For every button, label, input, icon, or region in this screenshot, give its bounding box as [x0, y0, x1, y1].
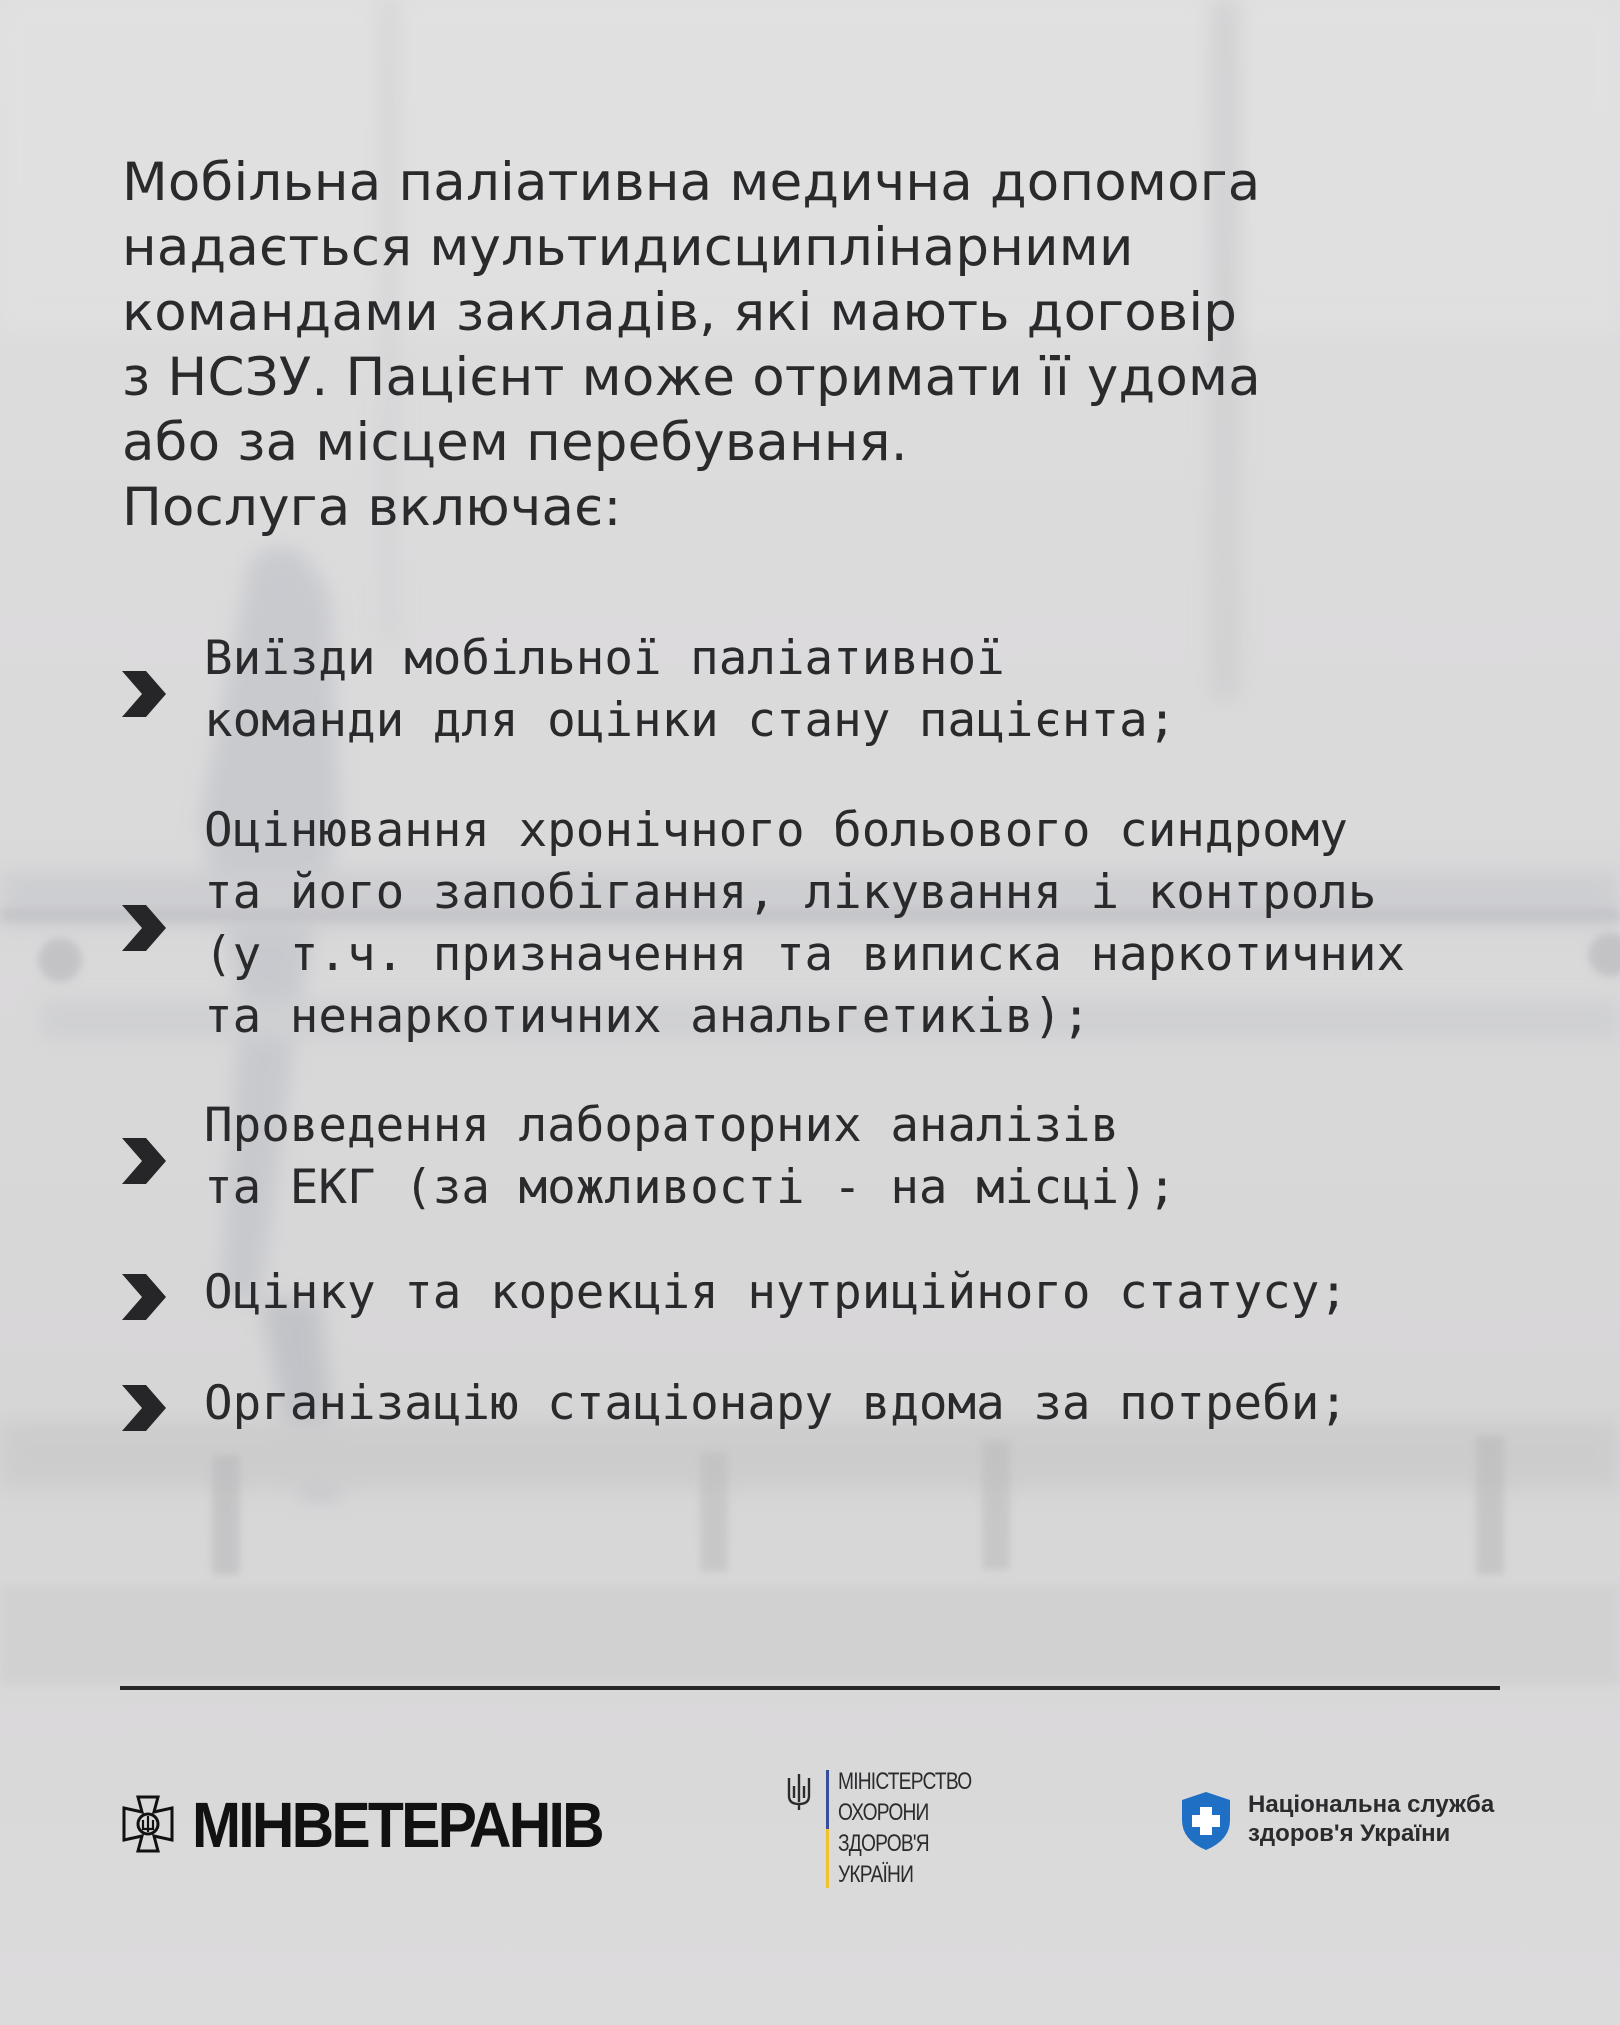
- nszu-wordmark-line: Національна служба: [1248, 1791, 1495, 1818]
- service-item-text: [204, 1095, 1524, 1219]
- service-item-line: Оцінювання хронічного больового синдрому: [204, 803, 1348, 858]
- footer-divider: [120, 1686, 1500, 1690]
- service-item-line: та ЕКГ (за можливості - на місці);: [204, 1160, 1177, 1215]
- service-item-text: [204, 628, 1524, 752]
- minveteraniv-wordmark: МІНВЕТЕРАНІВ: [192, 1789, 602, 1861]
- intro-line: або за місцем перебування.: [122, 412, 908, 473]
- chevron-right-icon: [120, 1383, 168, 1433]
- intro-line: надається мультидисциплінарними: [122, 217, 1134, 278]
- chevron-right-icon: [120, 669, 168, 719]
- moz-wordmark-line: ОХОРОНИ: [838, 1799, 929, 1826]
- moz-color-bar: [826, 1770, 829, 1888]
- service-item-text: [204, 1373, 1524, 1435]
- intro-line: з НСЗУ. Пацієнт може отримати її удома: [122, 347, 1261, 408]
- moz-wordmark: [838, 1766, 971, 1890]
- moz-wordmark-line: УКРАЇНИ: [838, 1861, 914, 1888]
- service-item-line: команди для оцінки стану пацієнта;: [204, 693, 1177, 748]
- service-item-line: Проведення лабораторних аналізів: [204, 1098, 1120, 1153]
- intro-line: командами закладів, які мають договір: [122, 282, 1238, 343]
- service-item-line: та ненаркотичних анальгетиків);: [204, 989, 1091, 1044]
- chevron-right-icon: [120, 1136, 168, 1186]
- service-item-line: Виїзди мобільної паліативної: [204, 631, 1005, 686]
- moz-wordmark-line: МІНІСТЕРСТВО: [838, 1768, 972, 1795]
- chevron-right-icon: [120, 903, 168, 953]
- chevron-right-icon: [120, 1272, 168, 1322]
- service-item-line: Оцінку та корекція нутриційного статусу;: [204, 1265, 1348, 1320]
- veterans-emblem-icon: [120, 1794, 176, 1854]
- moz-logo: [786, 1766, 986, 1886]
- service-item-line: Організацію стаціонару вдома за потреби;: [204, 1376, 1348, 1431]
- service-item-line: та його запобігання, лікування і контроль: [204, 865, 1377, 920]
- trident-icon: [786, 1772, 812, 1812]
- moz-wordmark-line: ЗДОРОВ'Я: [838, 1830, 929, 1857]
- service-item-text: [204, 800, 1524, 1048]
- nszu-wordmark-line: здоров'я України: [1248, 1820, 1451, 1847]
- intro-line: Мобільна паліативна медична допомога: [122, 152, 1261, 213]
- minveteraniv-logo: [120, 1789, 602, 1861]
- nszu-logo: [1180, 1790, 1510, 1860]
- intro-line: Послуга включає:: [122, 477, 622, 538]
- service-item-line: (у т.ч. призначення та виписка наркотичних: [204, 927, 1406, 982]
- nszu-wordmark: [1248, 1790, 1494, 1848]
- service-item-text: [204, 1262, 1524, 1324]
- shield-cross-icon: [1180, 1790, 1232, 1852]
